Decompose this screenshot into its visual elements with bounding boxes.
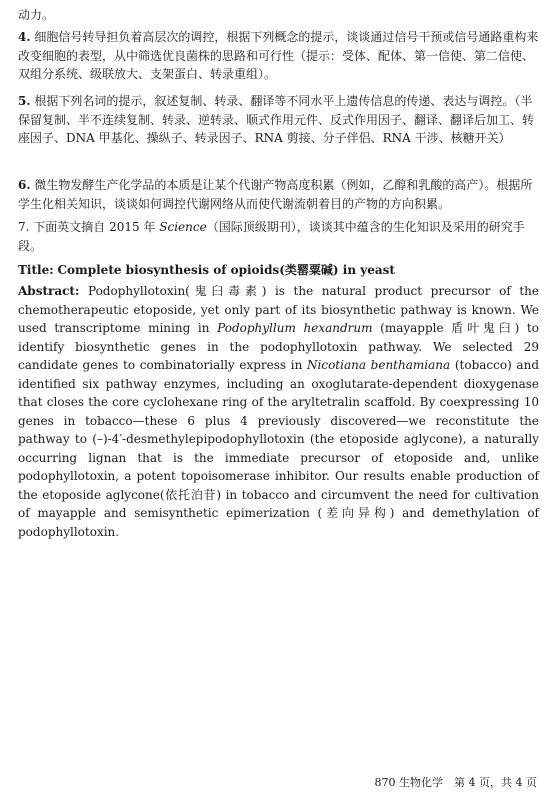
article-title [18,261,539,280]
question-4 [18,28,539,84]
question-number: 4. [18,30,31,44]
abstract-label: Abstract: [18,284,80,298]
title-label: Title: [18,263,54,277]
question-text: 下面英文摘自 2015 年 [33,220,156,234]
question-7 [18,218,539,255]
abstract-text: Podophyllotoxin(鬼臼毒素) is the natural product precursor of the chemotherapeutic etoposide, yet only part of its biosynthetic pathway is known. We used transcriptome mining in [18,284,539,335]
question-number: 7. [18,220,30,234]
question-number: 6. [18,178,31,192]
article-abstract [18,282,539,541]
species-name: Podophyllum hexandrum [217,321,373,335]
title-text: Complete biosynthesis of opioids(类罂粟碱) in yeast [57,263,395,277]
question-number: 5. [18,94,31,108]
question-text: 微生物发酵生产化学品的本质是让某个代谢产物高度积累（例如，乙醇和乳酸的高产）。根据所学生化相关知识，谈谈如何调控代谢网络从而使代谢流朝着目的产物的方向积累。 [18,178,533,211]
page-footer: 870 生物化学 第 4 页，共 4 页 [374,776,537,789]
question-5 [18,92,539,148]
species-name: Nicotiana benthamiana [307,358,451,372]
line-continuation: 动力。 [18,8,55,22]
question-text: 细胞信号转导担负着高层次的调控，根据下列概念的提示，谈谈通过信号干预或信号通路重构来改变细胞的表型，从中筛选优良菌株的思路和可行性（提示：受体、配体、第一信使、第二信使、双组分系统、级联放大、支架蛋白、转录重组）。 [18,30,539,81]
question-text: 根据下列名词的提示，叙述复制、转录、翻译等不同水平上遗传信息的传递、表达与调控。（半保留复制、半不连续复制、转录、逆转录、顺式作用元件、反式作用因子、翻译、翻译后加工、转座因子、DNA 甲基化、操纵子、转录因子、RNA 剪接、分子伴侣、RNA 干涉、核糖开关） [18,94,535,145]
abstract-text: (mayapple 盾叶鬼臼) to identify biosynthetic genes in the podophyllotoxin pathway. We selected 29 candidate genes to combinatorially express in [18,321,539,372]
journal-name: Science [159,220,207,234]
question-6 [18,176,539,213]
abstract-text: (tobacco) and identified six pathway enzymes, including an oxoglutarate-dependent dioxygenase that closes the core cyclohexane ring of the aryltetralin scaffold. By coexpressing 10 genes in tobacco—these 6 plus 4 previously discovered—we reconstitute the pathway to (–)-4′-desmethylepipodophyllotoxin (the etoposide aglycone), a naturally occurring lignan that is the immediate precursor of etoposide and, unlike podophyllotoxin, a potent topoisomerase inhibitor. Our results enable production of the etoposide aglycone(依托泊苷) in tobacco and circumvent the need for cultivation of mayapple and semisynthetic epimerization (差向异构) and demethylation of podophyllotoxin. [18,358,539,539]
question-text: （国际顶级期刊），谈谈其中蕴含的生化知识及采用的研究手段。 [18,220,525,253]
